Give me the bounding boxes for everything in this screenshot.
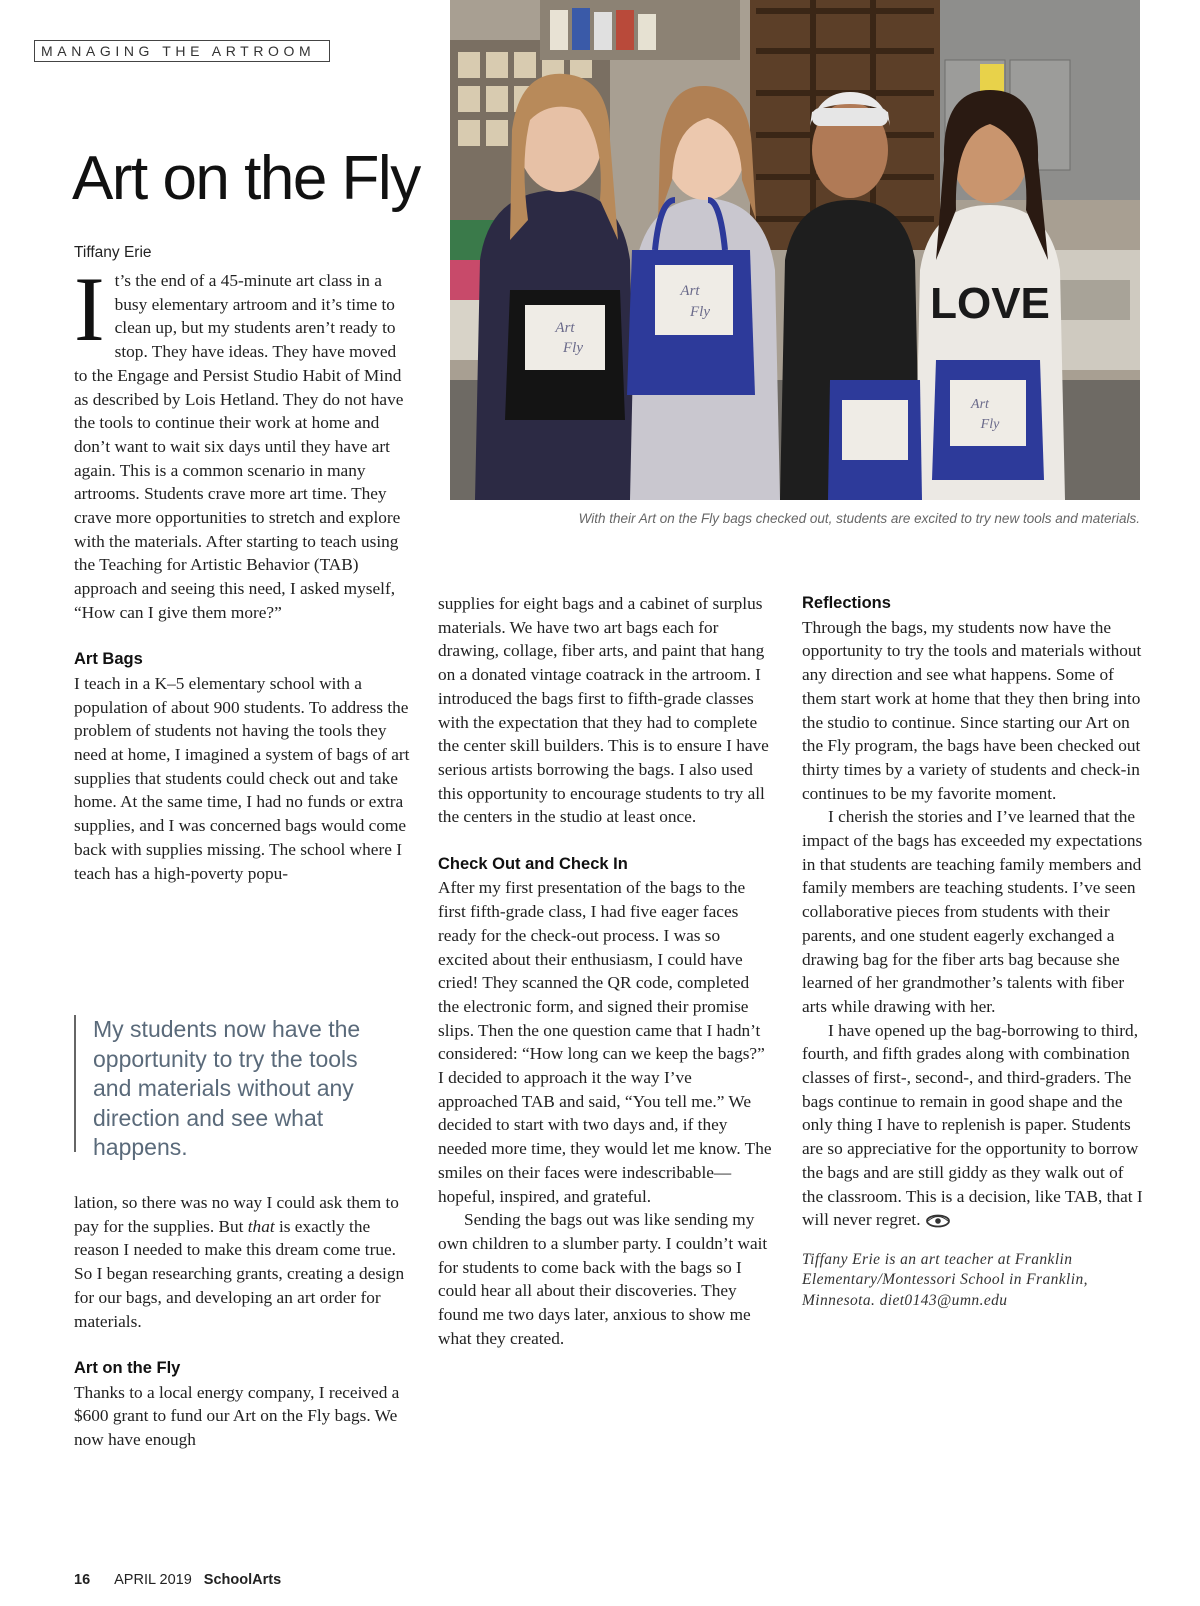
issue-date: APRIL 2019 (114, 1572, 192, 1588)
bag-logo-text: Fly (980, 417, 1000, 432)
page-number: 16 (74, 1572, 91, 1588)
reflections-paragraph-3: I have opened up the bag-borrowing to third, fourth, and fifth grades along with combination classes of first-, second-, and third-graders. The bags continue to remain in good shape and the only thing I have to replenish is paper. Students are so appreciative for the opportunity to borrow the bags and are still giddy as they walk out of the classroom. This is a decision, like TAB, that I will never regret. (802, 1020, 1143, 1230)
heading-art-on-the-fly: Art on the Fly (74, 1358, 181, 1377)
art-on-the-fly-paragraph: Thanks to a local energy company, I received a $600 grant to fund our Art on the Fly bags. We now have enough (74, 1382, 400, 1450)
bag-logo-text: Art (555, 320, 575, 336)
section-label: MANAGING THE ARTROOM (34, 40, 330, 62)
end-mark-icon (925, 1214, 951, 1228)
column-3 (802, 592, 1144, 1311)
check-out-paragraph: After my first presentation of the bags to the first fifth-grade class, I had five eager faces ready for the check-out process. I was so excited about their enthusiasm, I could have cried! They scanned the QR code, completed the electronic form, and signed their promise slips. Then the one question came that I hadn’t considered: “How long can we keep the bags?” I decided to approach it the way I’ve approached TAB and said, “You tell me.” We decided to start with two days and, if they needed more time, they would let me know. The smiles on their faces were indescribable—hopeful, inspired, and grateful. (438, 878, 772, 1206)
supplies-paragraph: supplies for eight bags and a cabinet of surplus materials. We have two art bags each for drawing, collage, fiber arts, and paint that hang on a donated vintage coatrack in the artroom. I introduced the bags first to fifth-grade classes with the expectation that they had to complete the center skill builders. This is to ensure I have serious artists borrowing the bags. I also used this opportunity to encourage students to try all the centers in the studio at least once. (438, 594, 769, 827)
bag-logo-text: Fly (690, 304, 710, 320)
shirt-text: LOVE (930, 279, 1050, 328)
drop-cap: I (74, 258, 105, 360)
pull-quote-line: direction and see what (93, 1104, 324, 1131)
reflections-paragraph-1: Through the bags, my students now have the opportunity to try the tools and materials without any direction and see what happens. Some of them start work at home that they then bring into the studio to continue. Since starting our Art on the Fly program, the bags have been checked out thirty times by a variety of students and check-in continues to be my favorite moment. (802, 617, 1142, 803)
art-bags-paragraph-continued: lation, so there was no way I could ask them to pay for the supplies. But that is exactly the reason I needed to make this dream come true. So I began researching grants, creating a design for our bags, and developing an art order for materials. (74, 1193, 405, 1331)
intro-paragraph: It’s the end of a 45-minute art class in a busy elementary artroom and it’s time to clean up, but my students aren’t ready to stop. They have ideas. They have moved to the Engage and Persist Studio Habit of Mind as described by Lois Hetland. They do not have the tools to continue their work at home and don’t want to wait six days until they have art again. This is a common scenario in many artrooms. Students crave more art time. They crave more opportunities to stretch and explore with the materials. After starting to teach using the Teaching for Artistic Behavior (TAB) approach and seeing this need, I asked myself, “How can I give them more?” (74, 258, 404, 622)
column-2 (438, 592, 774, 1350)
heading-art-bags: Art Bags (74, 650, 143, 669)
magazine-name: SchoolArts (203, 1572, 282, 1588)
sending-paragraph: Sending the bags out was like sending my own children to a slumber party. I couldn’t wait for students to come back with the bags so I could hear all about their discoveries. They found me two days later, anxious to show me what they created. (438, 1210, 768, 1348)
column-1-upper (74, 258, 410, 885)
heading-reflections: Reflections (802, 594, 891, 612)
pull-quote-line: My students now have the (93, 1016, 361, 1042)
photo-caption: With their Art on the Fly bags checked out, students are excited to try new tools and materials. (578, 511, 1140, 526)
author-bio: Tiffany Erie is an art teacher at Franklin Elementary/Montessori School in Franklin, Minnesota. diet0143@umn.edu (802, 1250, 1088, 1309)
column-1-lower (74, 1191, 410, 1452)
pull-quote (74, 1015, 408, 1160)
article-author: Tiffany Erie (74, 244, 152, 261)
bag-logo-text: Art (971, 397, 989, 412)
art-bags-paragraph: I teach in a K–5 elementary school with a population of about 900 students. To address the problem of students not having the tools they need at home, I imagined a system of bags of art supplies that students could check out and take home. At the same time, I had no funds or extra supplies, and I was concerned bags would come back with supplies missing. The school where I teach has a high-poverty popu- (74, 673, 410, 883)
bag-logo-text: Fly (563, 340, 583, 356)
article-title: Art on the Fly (72, 144, 420, 213)
bag-logo-text: Art (680, 283, 700, 299)
heading-check-out: Check Out and Check In (438, 854, 628, 873)
reflections-paragraph-2: I cherish the stories and I’ve learned that the impact of the bags has exceeded my expectations in that students are teaching family members and family members are teaching students. I’ve seen collaborative pieces from students with their parents, and one student eagerly exchanged a drawing bag for the fiber arts bag because she learned of her grandmother’s talents with fiber arts while drawing with her. (802, 807, 1143, 1016)
students-photo (450, 0, 1140, 500)
pull-quote-line: happens. (93, 1134, 188, 1160)
pull-quote-line: and materials without any (93, 1075, 354, 1101)
pull-quote-line: opportunity to try the tools (93, 1045, 358, 1072)
photo-illustration (450, 0, 1140, 500)
page-footer (74, 1572, 281, 1588)
